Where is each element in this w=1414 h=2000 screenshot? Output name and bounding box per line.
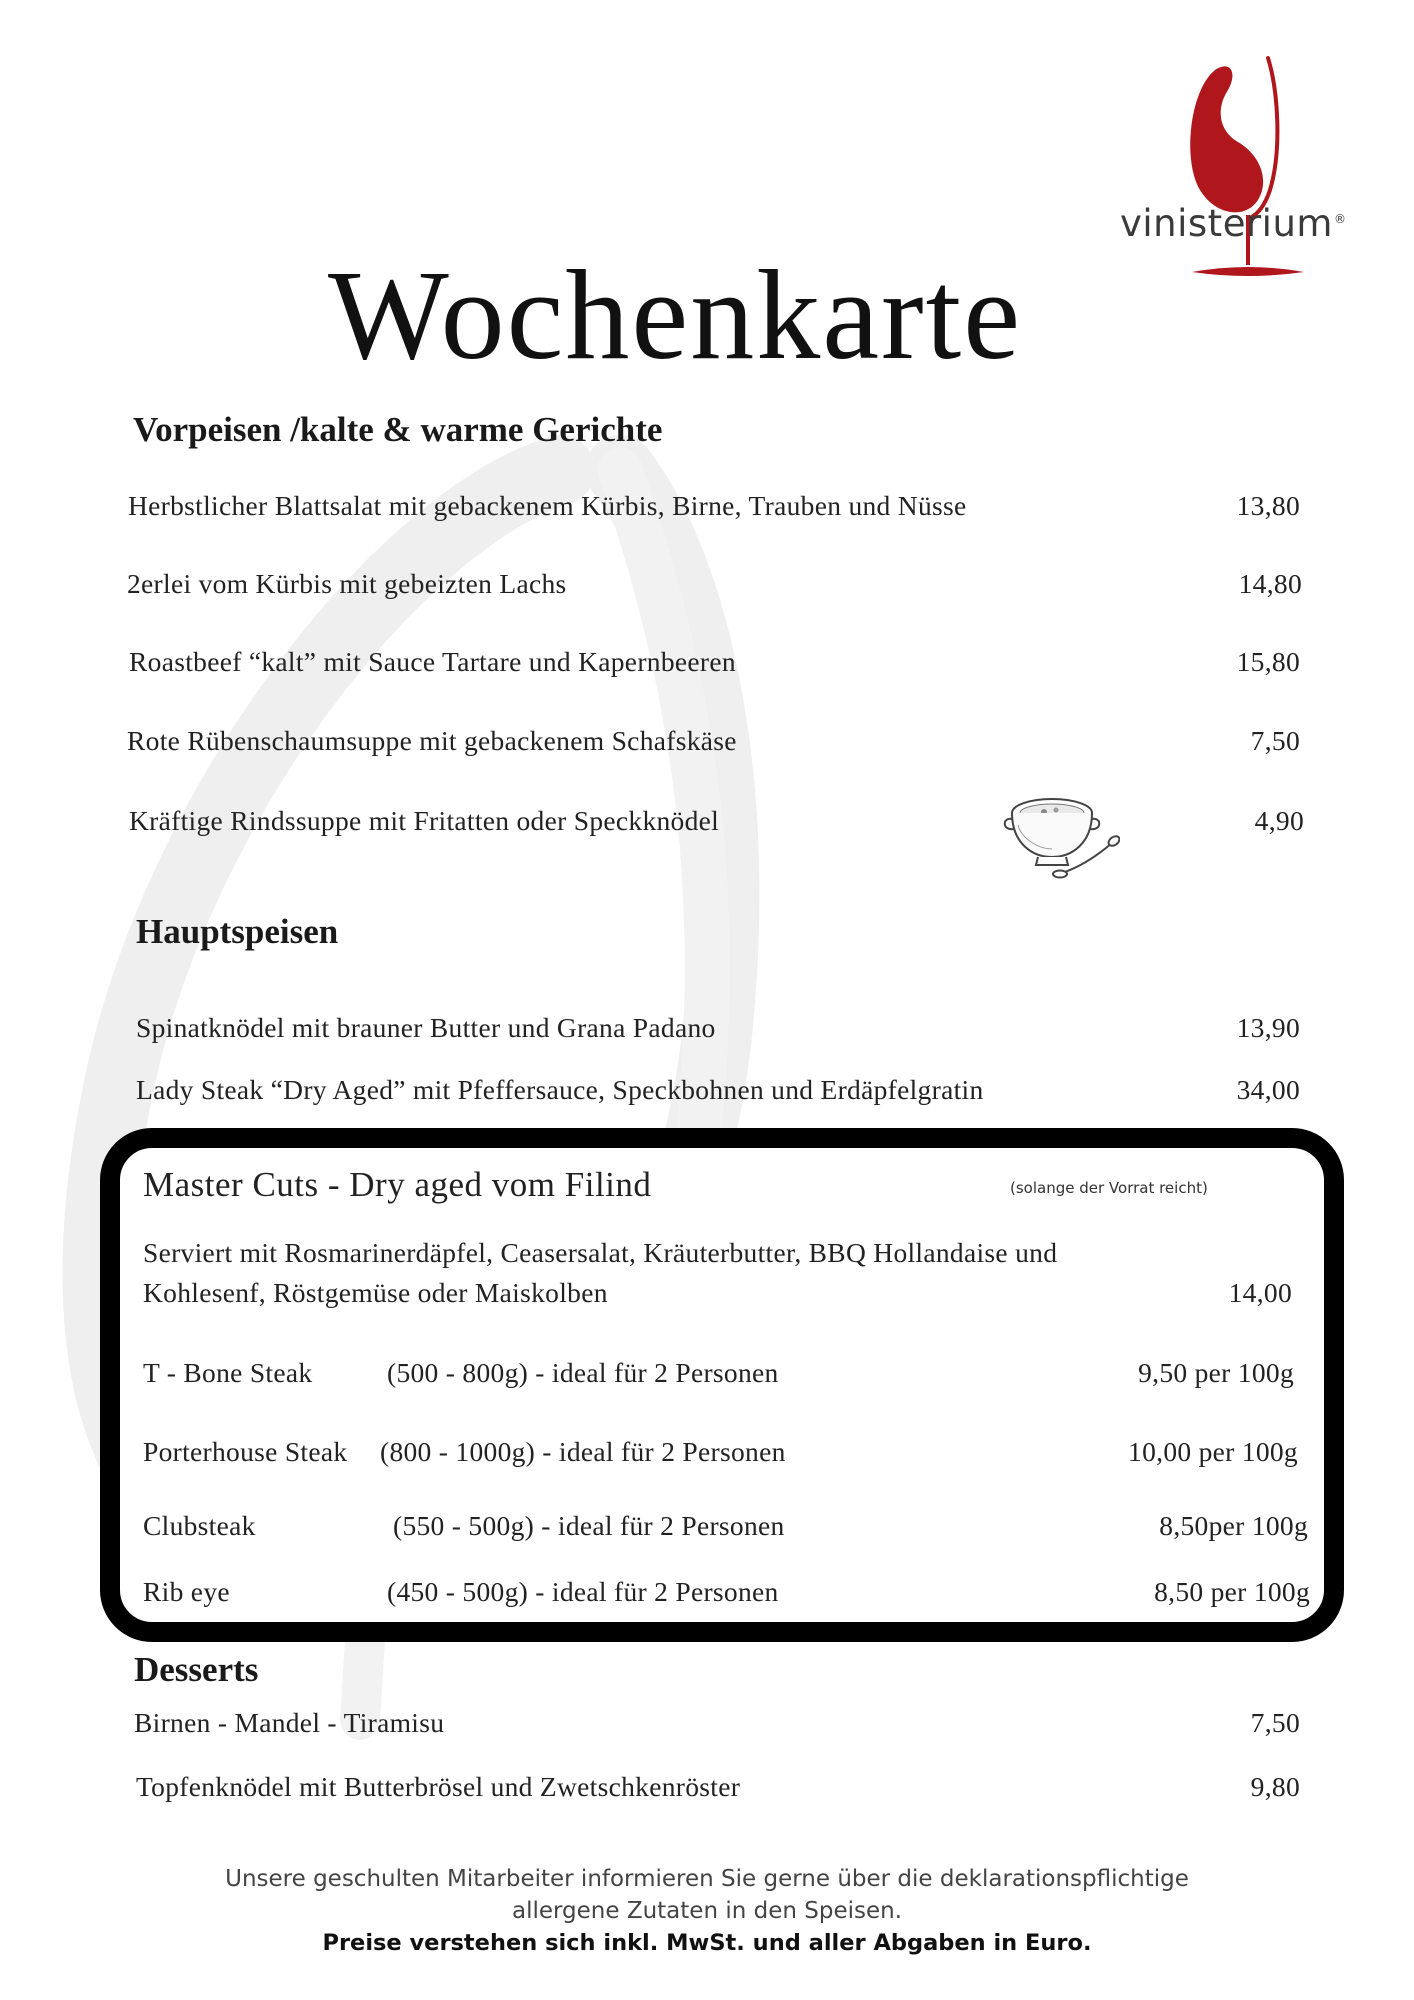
- availability-note: (solange der Vorrat reicht): [1010, 1179, 1208, 1197]
- section-heading-starters: Vorpeisen /kalte & warme Gerichte: [133, 410, 663, 449]
- brand-logo: [1120, 50, 1380, 290]
- page-title: Wochenkarte: [328, 244, 1022, 386]
- allergen-notice: Unsere geschulten Mitarbeiter informieren Sie gerne über die deklarationspflichtige: [225, 1866, 1189, 1892]
- menu-item-name: Herbstlicher Blattsalat mit gebackenem Kürbis, Birne, Trauben und Nüsse: [128, 490, 967, 521]
- menu-item-price: 34,00: [1236, 1074, 1300, 1105]
- cut-detail: (800 - 1000g) - ideal für 2 Personen: [380, 1436, 786, 1467]
- soup-bowl-icon: [1000, 785, 1120, 880]
- menu-item-name: 2erlei vom Kürbis mit gebeizten Lachs: [127, 568, 567, 599]
- cut-price: 8,50 per 100g: [1154, 1576, 1310, 1607]
- brand-name: vinisterium®: [1120, 202, 1347, 245]
- menu-item-price: 13,80: [1236, 490, 1300, 521]
- menu-item-price: 9,80: [1250, 1771, 1300, 1802]
- cut-detail: (550 - 500g) - ideal für 2 Personen: [393, 1510, 785, 1541]
- cut-name: Clubsteak: [143, 1510, 256, 1541]
- wine-glass-icon: [1120, 50, 1380, 290]
- allergen-notice: allergene Zutaten in den Speisen.: [511, 1898, 903, 1924]
- section-heading-desserts: Desserts: [134, 1650, 259, 1689]
- served-with-price: 14,00: [1228, 1277, 1292, 1308]
- menu-item-name: Roastbeef “kalt” mit Sauce Tartare und Kapernbeeren: [129, 646, 736, 677]
- cut-name: Porterhouse Steak: [143, 1436, 348, 1467]
- menu-item-name: Spinatknödel mit brauner Butter und Grana Padano: [136, 1012, 716, 1043]
- menu-item-price: 13,90: [1236, 1012, 1300, 1043]
- menu-item-name: Rote Rübenschaumsuppe mit gebackenem Schafskäse: [127, 725, 737, 756]
- served-with-line: Kohlesenf, Röstgemüse oder Maiskolben: [143, 1277, 608, 1308]
- menu-item-price: 7,50: [1250, 1707, 1300, 1738]
- menu-item-name: Topfenknödel mit Butterbrösel und Zwetschkenröster: [136, 1771, 741, 1802]
- price-notice: Preise verstehen sich inkl. MwSt. und aller Abgaben in Euro.: [322, 1930, 1092, 1956]
- menu-item-name: Kräftige Rindssuppe mit Fritatten oder Speckknödel: [129, 805, 720, 836]
- menu-item-name: Lady Steak “Dry Aged” mit Pfeffersauce, Speckbohnen und Erdäpfelgratin: [136, 1074, 984, 1105]
- cut-detail: (450 - 500g) - ideal für 2 Personen: [387, 1576, 779, 1607]
- cut-price: 10,00 per 100g: [1128, 1436, 1298, 1467]
- section-heading-mains: Hauptspeisen: [136, 912, 339, 951]
- cut-price: 9,50 per 100g: [1138, 1357, 1294, 1388]
- menu-item-price: 14,80: [1238, 568, 1302, 599]
- cut-name: T - Bone Steak: [143, 1357, 313, 1388]
- menu-item-price: 4,90: [1254, 805, 1304, 836]
- served-with-line: Serviert mit Rosmarinerdäpfel, Ceasersalat, Kräuterbutter, BBQ Hollandaise und: [143, 1237, 1058, 1268]
- cut-name: Rib eye: [143, 1576, 230, 1607]
- master-cuts-heading: Master Cuts - Dry aged vom Filind: [143, 1165, 652, 1204]
- menu-item-price: 15,80: [1236, 646, 1300, 677]
- cut-detail: (500 - 800g) - ideal für 2 Personen: [387, 1357, 779, 1388]
- menu-item-price: 7,50: [1250, 725, 1300, 756]
- menu-item-name: Birnen - Mandel - Tiramisu: [134, 1707, 445, 1738]
- cut-price: 8,50per 100g: [1159, 1510, 1308, 1541]
